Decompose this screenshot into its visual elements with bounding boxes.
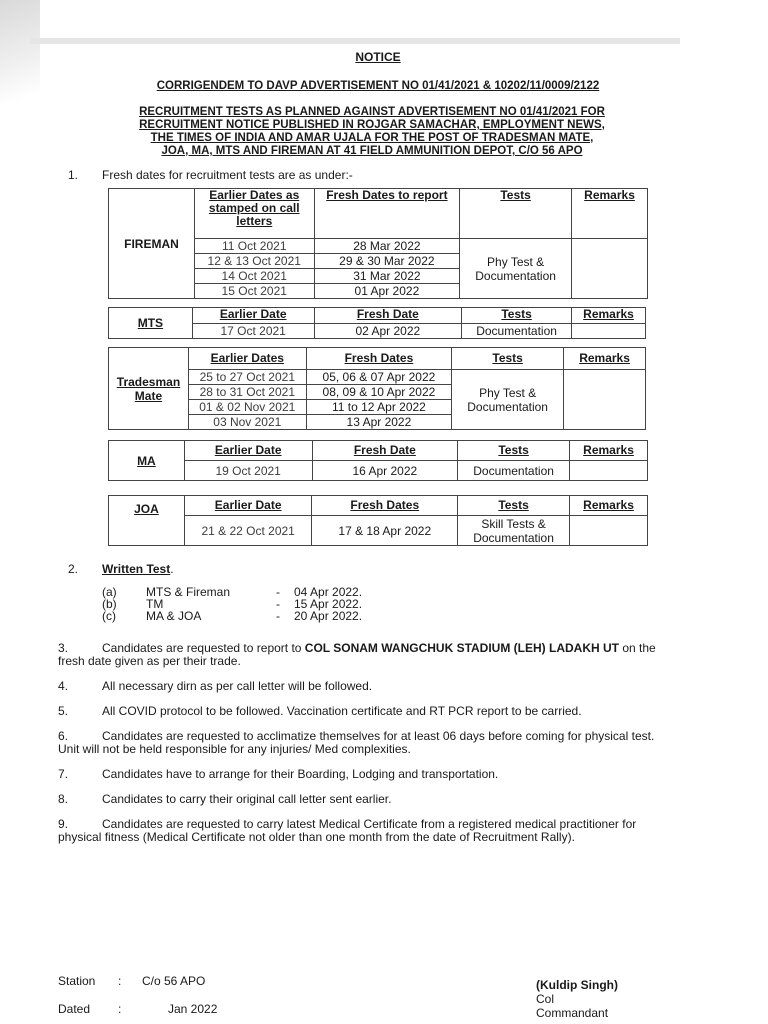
col-header-fresh: Fresh Date bbox=[314, 308, 462, 324]
para-text: Candidates have to arrange for their Boarding, Lodging and transportation. bbox=[102, 767, 499, 781]
earlier-date: 15 Oct 2021 bbox=[194, 284, 314, 299]
item-date: 20 Apr 2022. bbox=[294, 609, 363, 623]
corrigendum-heading: CORRIGENDEM TO DAVP ADVERTISEMENT NO 01/41/2021 & 10202/11/0009/2122 bbox=[156, 80, 600, 92]
earlier-date: 25 to 27 Oct 2021 bbox=[188, 370, 306, 385]
earlier-date: 01 & 02 Nov 2021 bbox=[188, 400, 306, 415]
remarks-cell bbox=[570, 461, 648, 481]
col-header-earlier: Earlier Date bbox=[192, 308, 314, 324]
item-label: MA & JOA bbox=[146, 609, 202, 623]
signatory-title: Commandant bbox=[536, 1006, 609, 1020]
col-header-remarks: Remarks bbox=[570, 496, 648, 516]
item-date: 15 Apr 2022. bbox=[294, 597, 363, 611]
col-header-earlier: Earlier Dates as stamped on call letters bbox=[194, 189, 314, 239]
fresh-date: 29 & 30 Mar 2022 bbox=[314, 254, 460, 269]
col-header-remarks: Remarks bbox=[572, 189, 648, 239]
para-3 bbox=[58, 642, 658, 668]
scan-shadow bbox=[0, 0, 40, 140]
tests-cell: Phy Test & Documentation bbox=[460, 239, 572, 299]
fresh-date: 02 Apr 2022 bbox=[314, 324, 462, 339]
notice-document bbox=[58, 50, 658, 1020]
item-dash: - bbox=[276, 597, 280, 611]
item-date: 04 Apr 2022. bbox=[294, 585, 363, 599]
col-header-tests: Tests bbox=[458, 496, 570, 516]
recruitment-line: THE TIMES OF INDIA AND AMAR UJALA FOR THE POST OF TRADESMAN MATE, bbox=[150, 132, 594, 144]
col-header-fresh: Fresh Dates bbox=[306, 348, 452, 370]
para-9 bbox=[58, 818, 658, 844]
item-dash: - bbox=[276, 609, 280, 623]
joa-table bbox=[108, 495, 648, 546]
item-label: MTS & Fireman bbox=[146, 585, 231, 599]
fresh-date: 31 Mar 2022 bbox=[314, 269, 460, 284]
trade-name: MA bbox=[109, 441, 185, 481]
venue-name: COL SONAM WANGCHUK STADIUM (LEH) LADAKH UT bbox=[304, 641, 619, 655]
ma-table bbox=[108, 440, 648, 481]
written-test-section bbox=[58, 562, 658, 622]
para-5 bbox=[58, 705, 658, 718]
col-header-earlier: Earlier Date bbox=[184, 441, 312, 461]
item-letter: (c) bbox=[102, 609, 116, 623]
para-text: Candidates to carry their original call letter sent earlier. bbox=[102, 792, 392, 806]
earlier-date: 21 & 22 Oct 2021 bbox=[184, 516, 312, 546]
para-7 bbox=[58, 768, 658, 781]
para-text: on the fresh date given as per their trade. bbox=[58, 641, 656, 668]
table-row bbox=[109, 516, 648, 546]
col-header-fresh: Fresh Dates bbox=[312, 496, 458, 516]
para-text: All COVID protocol to be followed. Vaccination certificate and RT PCR report to be carried. bbox=[102, 704, 582, 718]
para-text: All necessary dirn as per call letter will be followed. bbox=[102, 679, 373, 693]
col-header-remarks: Remarks bbox=[564, 348, 646, 370]
col-header-remarks: Remarks bbox=[572, 308, 646, 324]
recruitment-line: JOA, MA, MTS AND FIREMAN AT 41 FIELD AMMUNITION DEPOT, C/O 56 APO bbox=[161, 145, 583, 157]
tests-cell: Skill Tests & Documentation bbox=[458, 516, 570, 546]
fresh-date: 16 Apr 2022 bbox=[312, 461, 458, 481]
fireman-table bbox=[108, 188, 648, 299]
item-dash: - bbox=[276, 585, 280, 599]
station-colon: : bbox=[118, 974, 122, 988]
tradesman-mate-table bbox=[108, 347, 646, 430]
trade-name: JOA bbox=[109, 496, 185, 546]
mts-table bbox=[108, 307, 646, 339]
notice-title: NOTICE bbox=[355, 50, 401, 64]
col-header-tests: Tests bbox=[462, 308, 572, 324]
remarks-cell bbox=[564, 370, 646, 430]
remarks-cell bbox=[570, 516, 648, 546]
fresh-date: 11 to 12 Apr 2022 bbox=[306, 400, 452, 415]
item-letter: (a) bbox=[102, 585, 117, 599]
remarks-cell bbox=[572, 324, 646, 339]
signatory-name: (Kuldip Singh) bbox=[536, 978, 618, 992]
col-header-tests: Tests bbox=[452, 348, 564, 370]
col-header-remarks: Remarks bbox=[570, 441, 648, 461]
para-text: Candidates are requested to report to bbox=[102, 641, 305, 655]
col-header-fresh: Fresh Dates to report bbox=[314, 189, 460, 239]
earlier-date: 14 Oct 2021 bbox=[194, 269, 314, 284]
station-label: Station bbox=[58, 974, 96, 988]
fresh-date: 01 Apr 2022 bbox=[314, 284, 460, 299]
para-6 bbox=[58, 730, 658, 756]
para-number: 6. bbox=[58, 729, 69, 743]
col-header-fresh: Fresh Date bbox=[312, 441, 458, 461]
scan-top-edge bbox=[30, 38, 680, 44]
para-number: 8. bbox=[58, 792, 69, 806]
earlier-date: 03 Nov 2021 bbox=[188, 415, 306, 430]
written-test-title: Written Test bbox=[102, 562, 171, 576]
recruitment-heading bbox=[86, 106, 658, 158]
earlier-date: 12 & 13 Oct 2021 bbox=[194, 254, 314, 269]
para-text: Candidates are requested to carry latest Medical Certificate from a registered medical practitioner for physical fitness (Medical Certificate not older than one month from the date of Recruitment Rally). bbox=[58, 817, 637, 844]
para-number: 9. bbox=[58, 817, 69, 831]
dated-colon: : bbox=[118, 1002, 122, 1016]
fresh-date: 13 Apr 2022 bbox=[306, 415, 452, 430]
fresh-date: 08, 09 & 10 Apr 2022 bbox=[306, 385, 452, 400]
para-number: 5. bbox=[58, 704, 69, 718]
item-letter: (b) bbox=[102, 597, 117, 611]
signature-block bbox=[536, 978, 618, 1020]
earlier-date: 28 to 31 Oct 2021 bbox=[188, 385, 306, 400]
earlier-date: 11 Oct 2021 bbox=[194, 239, 314, 254]
para-number: 3. bbox=[58, 641, 69, 655]
earlier-date: 19 Oct 2021 bbox=[184, 461, 312, 481]
para-number: 1. bbox=[68, 168, 79, 182]
station-value: C/o 56 APO bbox=[142, 974, 206, 988]
recruitment-line: RECRUITMENT NOTICE PUBLISHED IN ROJGAR SAMACHAR, EMPLOYMENT NEWS, bbox=[139, 119, 605, 131]
written-test-item bbox=[102, 586, 658, 598]
para-text: Fresh dates for recruitment tests are as under:- bbox=[102, 168, 353, 182]
trade-name: FIREMAN bbox=[109, 189, 195, 299]
col-header-tests: Tests bbox=[460, 189, 572, 239]
para-8 bbox=[58, 793, 658, 806]
para-4 bbox=[58, 680, 658, 693]
table-row bbox=[109, 461, 648, 481]
para-number: 2. bbox=[68, 562, 79, 576]
tests-cell: Phy Test & Documentation bbox=[452, 370, 564, 430]
dated-value: Jan 2022 bbox=[168, 1002, 218, 1016]
dated-label: Dated bbox=[58, 1002, 91, 1016]
fresh-date: 17 & 18 Apr 2022 bbox=[312, 516, 458, 546]
written-test-period: . bbox=[170, 562, 174, 576]
trade-name: MTS bbox=[109, 308, 193, 339]
tests-cell: Documentation bbox=[458, 461, 570, 481]
col-header-tests: Tests bbox=[458, 441, 570, 461]
item-label: TM bbox=[146, 597, 164, 611]
recruitment-line: RECRUITMENT TESTS AS PLANNED AGAINST ADVERTISEMENT NO 01/41/2021 FOR bbox=[139, 106, 605, 118]
fresh-date: 28 Mar 2022 bbox=[314, 239, 460, 254]
para-number: 7. bbox=[58, 767, 69, 781]
signatory-rank: Col bbox=[536, 992, 555, 1006]
para-1 bbox=[58, 168, 658, 182]
earlier-date: 17 Oct 2021 bbox=[192, 324, 314, 339]
trade-name: Tradesman Mate bbox=[109, 348, 189, 430]
fresh-date: 05, 06 & 07 Apr 2022 bbox=[306, 370, 452, 385]
tests-cell: Documentation bbox=[462, 324, 572, 339]
para-text: Candidates are requested to acclimatize themselves for at least 06 days before coming for physical test. Unit will not be held responsible for any injuries/ Med complexities. bbox=[58, 729, 655, 756]
col-header-earlier: Earlier Dates bbox=[188, 348, 306, 370]
remarks-cell bbox=[572, 239, 648, 299]
written-test-item bbox=[102, 610, 658, 622]
table-row bbox=[109, 370, 646, 385]
col-header-earlier: Earlier Date bbox=[184, 496, 312, 516]
para-number: 4. bbox=[58, 679, 69, 693]
